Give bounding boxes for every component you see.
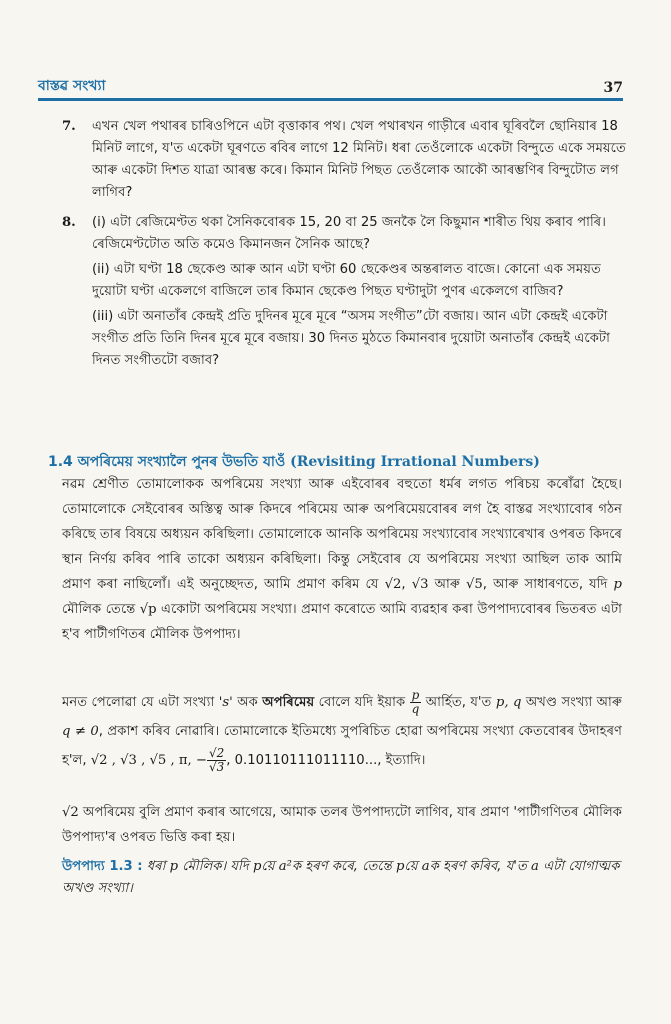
term-irrational: অপৰিমেয় (262, 695, 315, 710)
text: য়ে (404, 859, 422, 874)
text: , (401, 577, 412, 592)
text: অক (232, 695, 263, 710)
exercise-part-iii: (iii) এটা অনাতাঁৰ কেন্দ্ৰই প্ৰতি দুদিনৰ মূৰে মূৰে “অসম সংগীত”টো বজায়। আন এটা কেন্দ্ৰই একেটা সংগীত প্ৰতি তিনি দিনৰ মূৰে মূৰে বজায়। 30 দিনত মুঠতে কিমানবাৰ দুয়োটা অনাতাঁৰ কেন্দ্ৰই একেটা দিনত সংগীতটো বজাব? (92, 309, 610, 368)
text: নৱম শ্ৰেণীত তোমালোকক অপৰিমেয় সংখ্যা আৰু এইবোৰৰ বহুতো ধৰ্মৰ লগত পৰিচয় কৰোঁৱা হৈছে। তোমালোকে সেইবোৰৰ অস্তিত্ব আৰু কিদৰে পৰিমেয় আৰু অপৰিমেয়বোৰৰ লগ হৈ বাস্তৱ সংখ্যাবোৰ গঠন কৰিছে তাৰ বিষয়ে অধ্যয়ন কৰিছিলা। তোমালোকে আনকি অপৰিমেয় সংখ্যাবোৰ সংখ্যাৰেখাৰ ওপৰত কিদৰে স্থান নিৰ্ণয় কৰিব পাৰি তাকো অধ্যয়ন কৰিছিলা। কিন্তু সেইবোৰ যে অপৰিমেয় সংখ্যা আছিল তাক আমি প্ৰমাণ কৰা নাছিলোঁ। এই অনুচ্ছেদত, আমি প্ৰমাণ কৰিম যে (62, 477, 622, 592)
section-heading (48, 450, 540, 474)
header-rule (38, 98, 623, 101)
sqrt-2: √2 (62, 805, 79, 820)
theorem-1-3 (62, 856, 622, 900)
var-pq: p, q (495, 695, 522, 710)
var-s: 's' (218, 695, 233, 710)
var-a: a (421, 859, 430, 874)
text: মৌলিক তেন্তে (62, 602, 140, 617)
section-title: 1.4 অপৰিমেয় সংখ্যালৈ পুনৰ উভতি যাওঁ (48, 454, 286, 470)
text: , প্ৰকাশ কৰিব নোৱাৰি। তোমালোকে ইতিমধ্যে সুপৰিচিত হোৱা অপৰিমেয় সংখ্যা কেতবোৰৰ উদাহৰণ হ'ল, (62, 724, 622, 768)
page-number: 37 (603, 80, 623, 96)
text: য়ে (261, 859, 279, 874)
text: অখণ্ড সংখ্যা আৰু (521, 695, 622, 710)
text: আৰ্হিত, য'ত (421, 695, 496, 710)
fraction-denominator: √3 (208, 759, 225, 774)
theorem-label: উপপাদ্য 1.3 : (62, 859, 143, 874)
exercise-number: 8. (62, 215, 76, 230)
text: অপৰিমেয় বুলি প্ৰমাণ কৰাৰ আগেয়ে, আমাক তলৰ উপপাদ্যটো লাগিব, যাৰ প্ৰমাণ 'পাটীগণিতৰ মৌলিক উপপাদ্য'ৰ ওপৰত ভিত্তি কৰা হয়। (62, 805, 622, 845)
examples-list: √2 , √3 , √5 , π, (90, 753, 192, 768)
fraction-root2-over-root3 (207, 747, 226, 774)
exercise-8 (62, 212, 632, 375)
text: আৰু (428, 577, 466, 592)
exercise-7 (62, 116, 632, 207)
sqrt-5: √5 (466, 577, 483, 592)
paragraph-intro (62, 472, 622, 647)
exercise-part-i: (i) এটা ৰেজিমেণ্টত থকা সৈনিকবোৰক 15, 20 বা 25 জনকৈ লৈ কিছুমান শাৰীত থিয় কৰাব পাৰি। ৰেজিমেণ্টটোত অতি কমেও কিমানজন সৈনিক আছে? (92, 215, 606, 252)
fraction-numerator: p (411, 687, 420, 702)
text: , আৰু সাধাৰণতে, যদি (482, 577, 614, 592)
text: ধৰা (142, 859, 170, 874)
section-title-english: (Revisiting Irrational Numbers) (290, 454, 540, 470)
paragraph-lead-in (62, 800, 622, 850)
exercise-text: এখন খেল পথাৰৰ চাৰিওপিনে এটা বৃত্তাকাৰ পথ। খেল পথাৰখন গাড়ীৰে এবাৰ ঘূৰিবলৈ ছোনিয়াৰ 18 মিনিট লাগে, য'ত একেটা ঘূৰণতে ৰবিৰ লাগে 12 মিনিট। ধৰা তেওঁলোকে একেটা বিন্দুতে একে সময়তে আৰু একেটা দিশত যাত্ৰা আৰম্ভ কৰে। কিমান মিনিট পিছত তেওঁলোক আকৌ আৰম্ভণিৰ বিন্দুটোত লগ লাগিব? (92, 119, 626, 200)
exercise-part-ii: (ii) এটা ঘণ্টা 18 ছেকেণ্ড আৰু আন এটা ঘণ্টা 60 ছেকেণ্ডৰ অন্তৰালত বাজে। কোনো এক সময়ত দুয়োটা ঘণ্টা একেলগে বাজিলে তাৰ কিমান ছেকেণ্ড পিছত ঘণ্টাদুটা পুণৰ একেলগে বাজিব? (92, 262, 601, 299)
text: বোলে যদি ইয়াক (314, 695, 410, 710)
fraction-denominator: q (411, 701, 420, 716)
fraction-numerator: √2 (208, 745, 225, 760)
var-p: p (169, 859, 179, 874)
page-header (38, 74, 623, 104)
var-a: a (531, 859, 539, 874)
text: মনত পেলোৱা যে এটা সংখ্যা (62, 695, 219, 710)
sqrt-2: √2 (384, 577, 402, 592)
q-not-zero: q ≠ 0 (62, 724, 99, 739)
var-a-squared: a² (278, 859, 292, 874)
exercise-number: 7. (62, 119, 76, 134)
paragraph-definition: মনত পেলোৱা যে এটা সংখ্যা 's' অক অপৰিমেয় বোলে যদি ইয়াক $\frac{p}{q}$ আৰ্হিত, য'ত p, q অখণ্ড সংখ্যা আৰু q ≠ 0, প্ৰকাশ কৰিব নোৱাৰি। তোমালোকে ইতিমধ্যে সুপৰিচিত হোৱা অপৰিমেয় সংখ্যা কেতবোৰৰ উদাহৰণ হ'ল, √2 , √3 , √5 , π, − $\frac{√2}{√3}$ , 0.10110111011110..., ইত্যাদি। (62, 687, 622, 774)
sqrt-3: √3 (411, 577, 429, 592)
text: ক হৰণ কৰিব, য'ত (429, 859, 532, 874)
sqrt-p: √p (139, 602, 157, 617)
chapter-title: বাস্তৱ সংখ্যা (38, 78, 106, 94)
text: একোটা অপৰিমেয় সংখ্যা। প্ৰমাণ কৰোতে আমি ব্যৱহাৰ কৰা উপপাদ্যবোৰৰ ভিতৰত এটা হ'ব পাটীগণিতৰ মৌলিক উপপাদ্য। (62, 602, 622, 642)
text: এটা যোগাত্মক অখণ্ড সংখ্যা। (62, 859, 620, 896)
fraction-p-over-q (410, 689, 422, 716)
text: , 0.10110111011110..., ইত্যাদি। (226, 753, 426, 768)
var-p: p (395, 859, 405, 874)
var-p: p (252, 859, 262, 874)
text: ক হৰণ কৰে, তেন্তে (291, 859, 396, 874)
text: মৌলিক। যদি (178, 859, 253, 874)
var-p: p (613, 577, 622, 592)
